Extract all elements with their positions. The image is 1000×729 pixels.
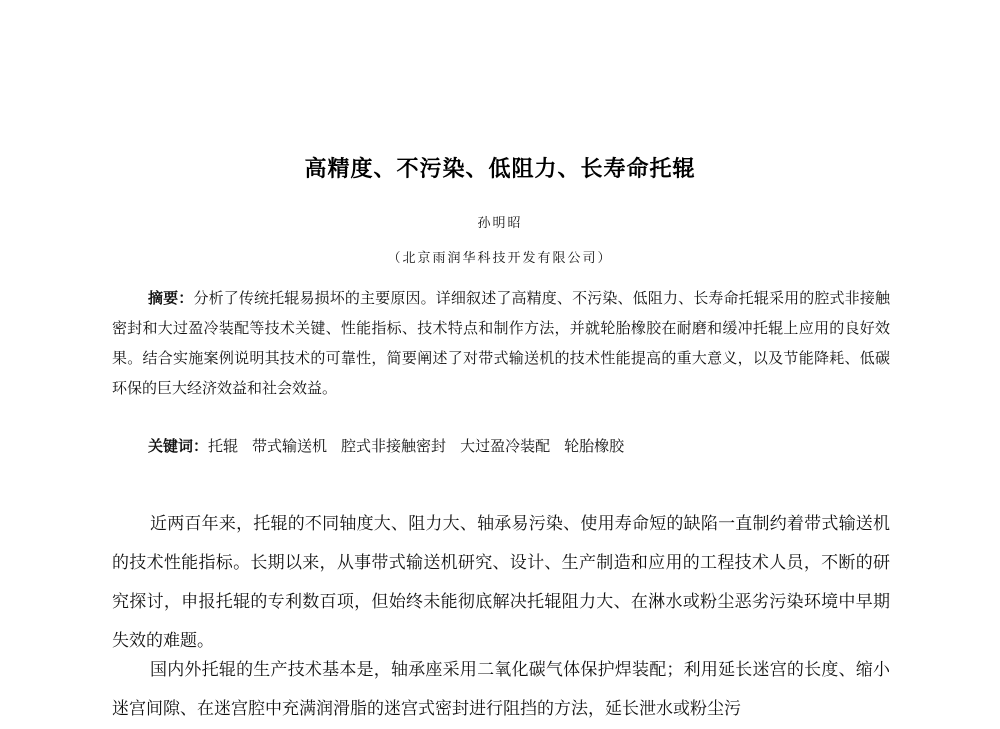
keyword-item: 腔式非接触密封 [341,437,447,455]
paper-title: 高精度、不污染、低阻力、长寿命托辊 [304,157,696,182]
keywords [148,433,638,459]
body-paragraph-1: 近两百年来，托辊的不同轴度大、阻力大、轴承易污染、使用寿命短的缺陷一直制约着带式输送机的技术性能指标。长期以来，从事带式输送机研究、设计、生产制造和应用的工程技术人员，不断的研究探讨，申报托辊的专利数百项，但始终未能彻底解决托辊阻力大、在淋水或粉尘恶劣污染环境中早期失效的难题。 [112,514,890,651]
author-name: 孙明昭 [477,216,523,231]
author-affiliation: （北京雨润华科技开发有限公司） [387,251,613,266]
abstract-label: 摘要： [148,289,194,307]
abstract [112,283,890,403]
keyword-item: 托辊 [208,437,239,455]
keywords-label: 关键词： [148,437,209,455]
abstract-text: 分析了传统托辊易损坏的主要原因。详细叙述了高精度、不污染、低阻力、长寿命托辊采用的腔式非接触密封和大过盈冷装配等技术关键、性能指标、技术特点和制作方法，并就轮胎橡胶在耐磨和缓冲托辊上应用的良好效果。结合实施案例说明其技术的可靠性，简要阐述了对带式输送机的技术性能提高的重大意义，以及节能降耗、低碳环保的巨大经济效益和社会效益。 [112,289,890,397]
keyword-item: 带式输送机 [252,437,328,455]
keyword-item: 轮胎橡胶 [564,437,625,455]
keyword-item: 大过盈冷装配 [460,437,551,455]
body-paragraph-2: 国内外托辊的生产技术基本是，轴承座采用二氧化碳气体保护焊装配；利用延长迷宫的长度、缩小迷宫间隙、在迷宫腔中充满润滑脂的迷宫式密封进行阻挡的方法，延长泄水或粉尘污 [112,660,890,719]
